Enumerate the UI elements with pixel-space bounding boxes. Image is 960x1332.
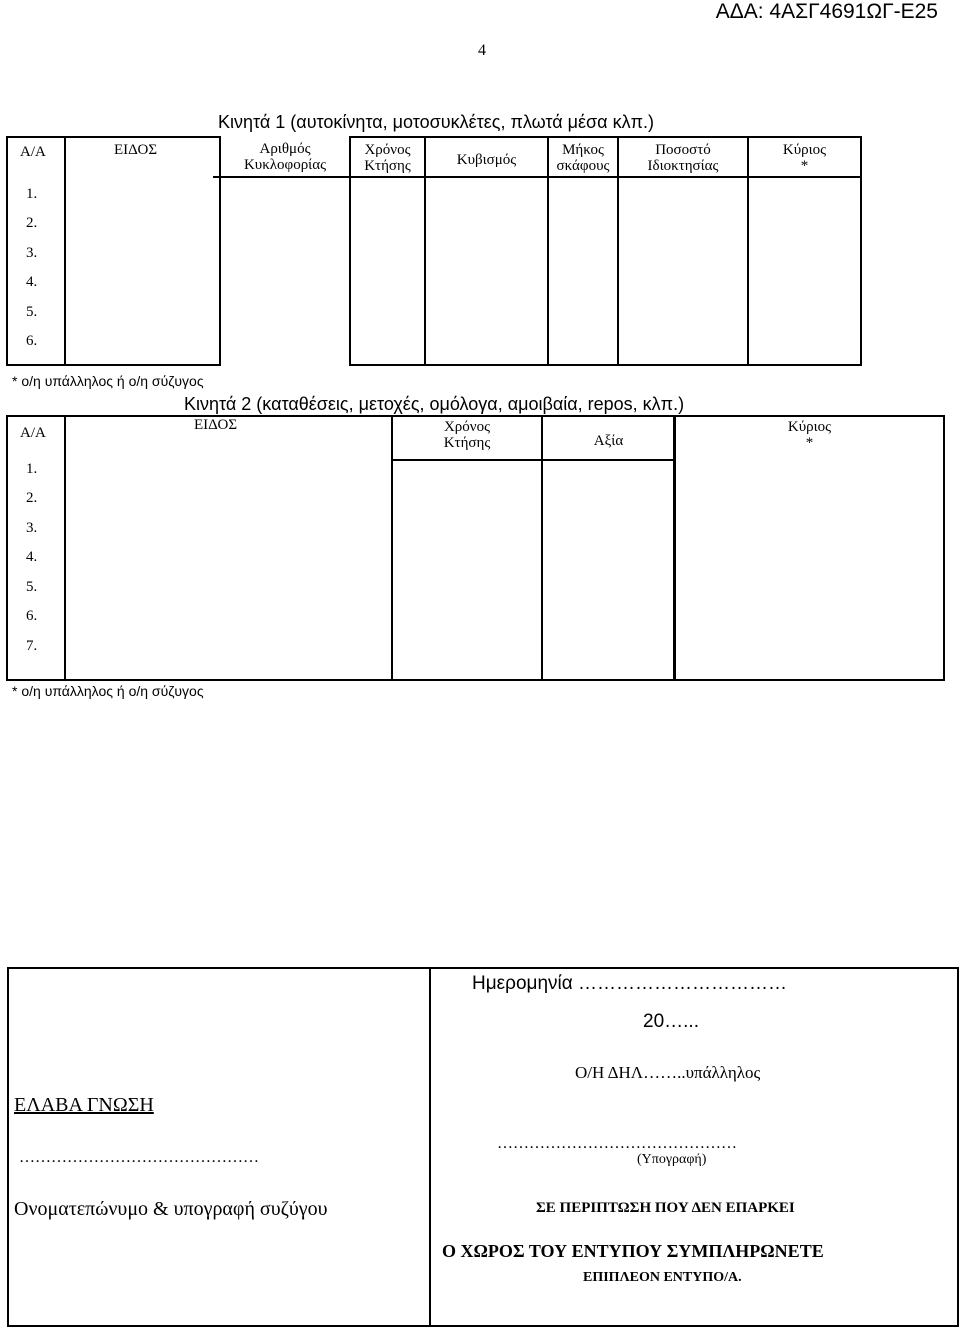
deposits-axia-column bbox=[542, 416, 675, 680]
signature-label: (Υπογραφή) bbox=[637, 1152, 707, 1167]
section1-caption: Κινητά 1 (αυτοκίνητα, μοτοσυκλέτες, πλωτά μέσα κλπ.) bbox=[218, 112, 654, 132]
deposits-header-rule bbox=[391, 459, 673, 461]
header-line: Κτήσης bbox=[443, 435, 491, 451]
header-line: Κύριος bbox=[782, 142, 827, 158]
signature-box-divider bbox=[429, 969, 431, 1325]
deposits-row-number: 5. bbox=[26, 578, 38, 595]
signature-line: ……………………………………… bbox=[497, 1135, 737, 1152]
vehicles-arithmos-header bbox=[221, 137, 349, 173]
header-line: Χρόνος bbox=[443, 419, 491, 435]
vehicles-pososto-header bbox=[619, 138, 747, 174]
notice-line-3: ΕΠΙΠΛΕΟΝ ΕΝΤΥΠΟ/Α. bbox=[583, 1270, 742, 1285]
vehicles-kyvismos-header: Κυβισμός bbox=[456, 152, 517, 168]
deposits-aa-header: Α/Α bbox=[20, 425, 46, 441]
vehicles-row-number: 5. bbox=[26, 303, 38, 320]
vehicles-mikos-column bbox=[548, 137, 618, 365]
deposits-row-number: 6. bbox=[26, 608, 38, 624]
header-line: Αριθμός bbox=[259, 141, 311, 157]
vehicles-row-number: 4. bbox=[26, 274, 38, 290]
deposits-row-number: 7. bbox=[26, 637, 38, 654]
spouse-name-line: ……………………………………… bbox=[19, 1149, 259, 1166]
notice-line-1: ΣΕ ΠΕΡΙΠΤΩΣΗ ΠΟΥ ΔΕΝ ΕΠΑΡΚΕΙ bbox=[536, 1200, 795, 1216]
vehicles-header-rule bbox=[213, 176, 860, 178]
vehicles-table bbox=[6, 136, 862, 366]
header-line: Κυκλοφορίας bbox=[243, 157, 327, 173]
vehicles-aa-header: Α/Α bbox=[20, 144, 46, 160]
spouse-signature-label: Ονοματεπώνυμο & υπογραφή συζύγου bbox=[14, 1198, 328, 1220]
deposits-aa-column bbox=[7, 416, 65, 680]
deposits-axia-header: Αξία bbox=[593, 433, 624, 449]
received-label: ΕΛΑΒΑ ΓΝΩΣΗ bbox=[14, 1094, 154, 1116]
deposits-eidos-header: ΕΙΔΟΣ bbox=[194, 417, 238, 433]
deposits-kyrios-header bbox=[676, 417, 943, 451]
vehicles-kyrios-header bbox=[749, 138, 860, 174]
year-field: 20…... bbox=[643, 1011, 699, 1032]
vehicles-mikos-header bbox=[549, 138, 617, 174]
vehicles-row-number: 1. bbox=[26, 185, 38, 202]
vehicles-arithmos-column bbox=[220, 137, 350, 365]
section2-caption: Κινητά 2 (καταθέσεις, μετοχές, ομόλογα, αμοιβαία, repos, κλπ.) bbox=[184, 394, 685, 414]
vehicles-xronos-column bbox=[350, 137, 425, 365]
section2-footnote: * ο/η υπάλληλος ή ο/η σύζυγος bbox=[12, 683, 204, 699]
header-line: * bbox=[800, 158, 809, 174]
deposits-xronos-column bbox=[392, 416, 542, 680]
vehicles-eidos-column bbox=[65, 137, 220, 365]
header-line: σκάφους bbox=[556, 158, 610, 174]
header-line: Μήκος bbox=[562, 142, 604, 158]
header-line: Κτήσης bbox=[364, 158, 411, 174]
deposits-row-number: 4. bbox=[26, 549, 38, 565]
notice-line-2: Ο ΧΩΡΟΣ ΤΟΥ ΕΝΤΥΠΟΥ ΣΥΜΠΛΗΡΩΝΕΤΕ bbox=[442, 1241, 824, 1261]
vehicles-kyvismos-column bbox=[425, 137, 548, 365]
declarant-label: Ο/Η ΔΗΛ……..υπάλληλος bbox=[575, 1063, 761, 1082]
date-label: Ημερομηνία …………………………… bbox=[472, 973, 788, 994]
header-line: Ιδιοκτησίας bbox=[647, 158, 719, 174]
deposits-eidos-column bbox=[65, 416, 392, 680]
vehicles-row-number: 2. bbox=[26, 215, 38, 231]
vehicles-xronos-header bbox=[351, 138, 424, 174]
vehicles-pososto-column bbox=[618, 137, 748, 365]
header-line: Ποσοστό bbox=[655, 142, 711, 158]
signature-box bbox=[7, 967, 959, 1327]
header-line: * bbox=[805, 435, 814, 451]
page-number: 4 bbox=[478, 42, 486, 59]
deposits-kyrios-column bbox=[675, 416, 944, 680]
deposits-row-number: 1. bbox=[26, 460, 38, 477]
header-line: Κύριος bbox=[787, 419, 832, 435]
vehicles-aa-column bbox=[7, 137, 65, 365]
vehicles-row-number: 6. bbox=[26, 333, 38, 349]
deposits-row-number: 3. bbox=[26, 519, 38, 536]
deposits-header-rule-right bbox=[673, 415, 675, 681]
deposits-table bbox=[6, 415, 945, 681]
deposits-xronos-header bbox=[393, 417, 541, 451]
document-id: ΑΔΑ: 4ΑΣΓ4691ΩΓ-Ε25 bbox=[715, 0, 938, 23]
vehicles-row-number: 3. bbox=[26, 244, 38, 261]
vehicles-eidos-header: ΕΙΔΟΣ bbox=[114, 142, 158, 158]
deposits-row-number: 2. bbox=[26, 490, 38, 506]
vehicles-kyrios-column bbox=[748, 137, 861, 365]
section1-footnote: * ο/η υπάλληλος ή ο/η σύζυγος bbox=[12, 373, 204, 389]
header-line: Χρόνος bbox=[364, 142, 411, 158]
